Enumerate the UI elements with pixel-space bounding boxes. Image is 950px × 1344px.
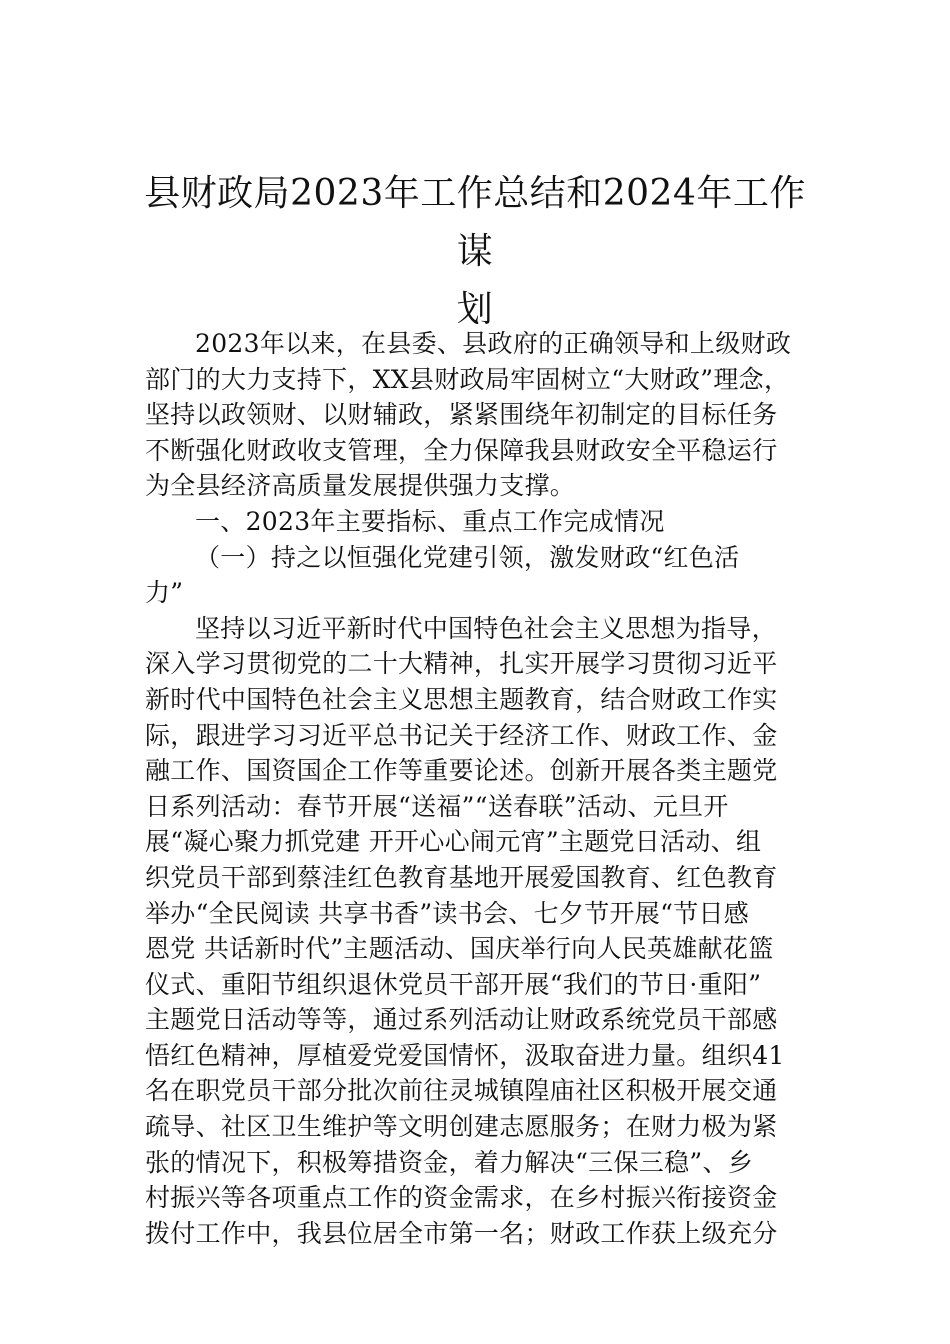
paragraph-line: 恩党 共话新时代”主题活动、国庆举行向人民英雄献花篮 bbox=[145, 934, 774, 964]
document-title bbox=[130, 165, 820, 339]
paragraph-line: 仪式、重阳节组织退休党员干部开展“我们的节日·重阳” bbox=[145, 969, 762, 999]
paragraph-line: 坚持以政领财、以财辅政，紧紧围绕年初制定的目标任务 bbox=[145, 400, 778, 430]
paragraph-line: 悟红色精神，厚植爱党爱国情怀，汲取奋进力量。组织41 bbox=[145, 1040, 785, 1070]
section-heading: 一、2023年主要指标、重点工作完成情况 bbox=[195, 506, 665, 536]
paragraph-line: 深入学习贯彻党的二十大精神，扎实开展学习贯彻习近平 bbox=[145, 649, 778, 679]
subsection-heading: （一）持之以恒强化党建引领，激发财政“红色活 bbox=[195, 542, 740, 572]
paragraph-line: 展“凝心聚力抓党建 开开心心闹元宵”主题党日活动、组 bbox=[145, 827, 762, 857]
paragraph-line: 坚持以习近平新时代中国特色社会主义思想为指导， bbox=[195, 613, 777, 643]
subsection-heading: 力” bbox=[145, 578, 184, 608]
paragraph-line: 织党员干部到蔡洼红色教育基地开展爱国教育、红色教育 bbox=[145, 862, 778, 892]
paragraph-line: 主题党日活动等等，通过系列活动让财政系统党员干部感 bbox=[145, 1005, 778, 1035]
title-line: 划 bbox=[456, 289, 494, 330]
paragraph-line: 新时代中国特色社会主义思想主题教育，结合财政工作实 bbox=[145, 684, 778, 714]
paragraph-line: 名在职党员干部分批次前往灵城镇隍庙社区积极开展交通 bbox=[145, 1076, 778, 1106]
paragraph-line: 村振兴等各项重点工作的资金需求，在乡村振兴衔接资金 bbox=[145, 1183, 778, 1213]
paragraph-line: 部门的大力支持下，XX县财政局牢固树立“大财政”理念， bbox=[145, 364, 790, 394]
paragraph-line: 不断强化财政收支管理，全力保障我县财政安全平稳运行 bbox=[145, 435, 778, 465]
paragraph-line: 张的情况下，积极筹措资金，着力解决“三保三稳”、乡 bbox=[145, 1147, 754, 1177]
paragraph-line: 2023年以来，在县委、县政府的正确领导和上级财政 bbox=[195, 329, 792, 358]
document-body bbox=[145, 326, 810, 1251]
paragraph-line: 疏导、社区卫生维护等文明创建志愿服务；在财力极为紧 bbox=[145, 1112, 778, 1142]
paragraph-line: 融工作、国资国企工作等重要论述。创新开展各类主题党 bbox=[145, 756, 778, 786]
paragraph-line: 日系列活动：春节开展“送福”“送春联”活动、元旦开 bbox=[145, 791, 729, 821]
paragraph-line: 拨付工作中，我县位居全市第一名；财政工作获上级充分 bbox=[145, 1218, 778, 1248]
title-line: 县财政局2023年工作总结和2024年工作谋 bbox=[144, 173, 806, 272]
paragraph-line: 为全县经济高质量发展提供强力支撑。 bbox=[145, 471, 576, 501]
paragraph-line: 举办“全民阅读 共享书香”读书会、七夕节开展“节日感 bbox=[145, 898, 750, 928]
paragraph-line: 际，跟进学习习近平总书记关于经济工作、财政工作、金 bbox=[145, 720, 778, 750]
